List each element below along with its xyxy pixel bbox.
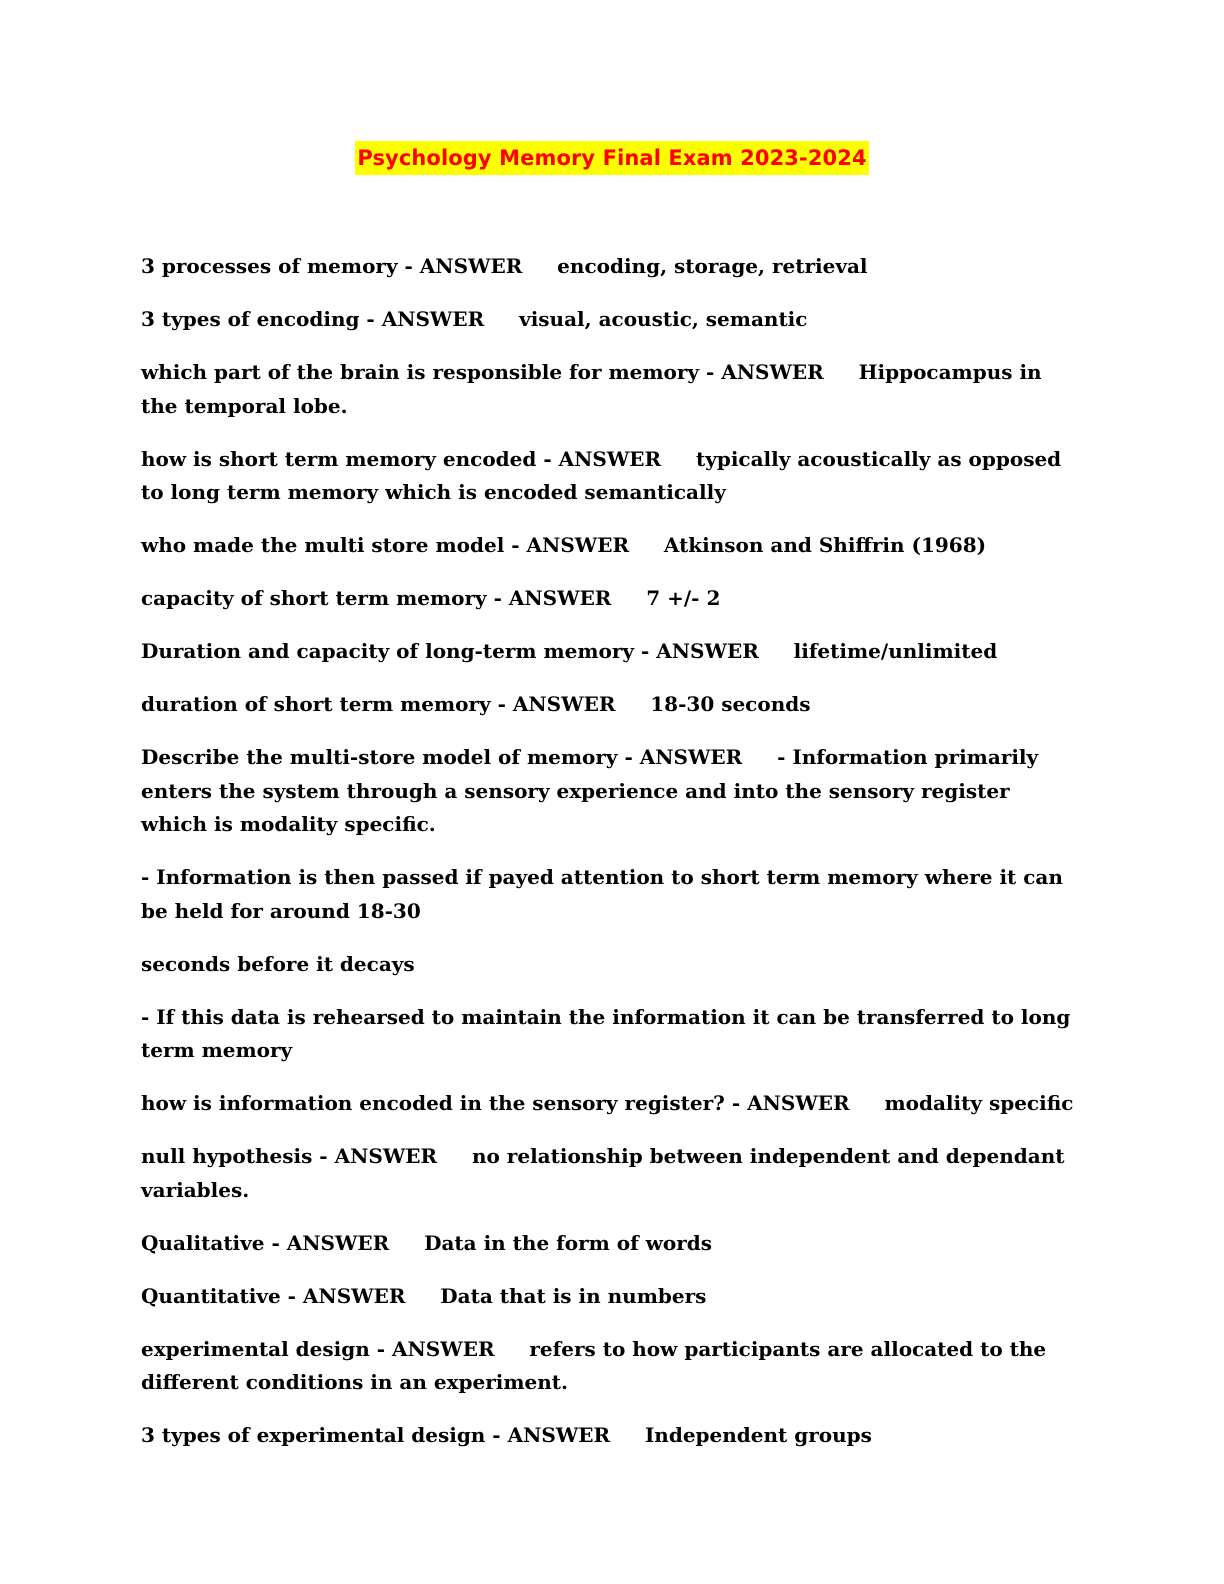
qa-paragraph: which part of the brain is responsible for memory - ANSWER Hippocampus in the temporal lobe. bbox=[141, 360, 1049, 418]
title-container bbox=[0, 141, 1224, 175]
document-body bbox=[141, 250, 1076, 1472]
qa-paragraph: Duration and capacity of long-term memory - ANSWER lifetime/unlimited bbox=[141, 639, 998, 663]
document-title: Psychology Memory Final Exam 2023-2024 bbox=[355, 141, 868, 175]
qa-paragraph: capacity of short term memory - ANSWER 7 +/- 2 bbox=[141, 586, 721, 610]
qa-paragraph: Qualitative - ANSWER Data in the form of words bbox=[141, 1230, 712, 1255]
qa-paragraph: duration of short term memory - ANSWER 18-30 seconds bbox=[141, 692, 811, 716]
qa-paragraph: who made the multi store model - ANSWER Atkinson and Shiffrin (1968) bbox=[141, 533, 987, 557]
qa-paragraph: - If this data is rehearsed to maintain the information it can be transferred to long term memory bbox=[141, 1004, 1078, 1062]
qa-paragraph: - Information is then passed if payed attention to short term memory where it can be held for around 18-30 bbox=[141, 865, 1070, 923]
qa-paragraph: how is short term memory encoded - ANSWER typically acoustically as opposed to long term memory which is encoded semantically bbox=[141, 446, 1069, 504]
qa-paragraph: 3 types of experimental design - ANSWER Independent groups bbox=[141, 1423, 872, 1447]
qa-paragraph: null hypothesis - ANSWER no relationship between independent and dependant variables. bbox=[141, 1144, 1072, 1202]
qa-paragraph: 3 processes of memory - ANSWER encoding, storage, retrieval bbox=[141, 254, 868, 278]
qa-paragraph: 3 types of encoding - ANSWER visual, acoustic, semantic bbox=[141, 307, 808, 331]
qa-paragraph: Describe the multi-store model of memory - ANSWER - Information primarily enters the system through a sensory experience and into the sensory register which is modality specific. bbox=[141, 745, 1046, 836]
qa-paragraph: Quantitative - ANSWER Data that is in numbers bbox=[141, 1283, 707, 1308]
qa-paragraph: seconds before it decays bbox=[141, 951, 415, 976]
qa-paragraph: how is information encoded in the sensory register? - ANSWER modality specific bbox=[141, 1091, 1074, 1115]
qa-paragraph: experimental design - ANSWER refers to how participants are allocated to the different conditions in an experiment. bbox=[141, 1336, 1054, 1394]
